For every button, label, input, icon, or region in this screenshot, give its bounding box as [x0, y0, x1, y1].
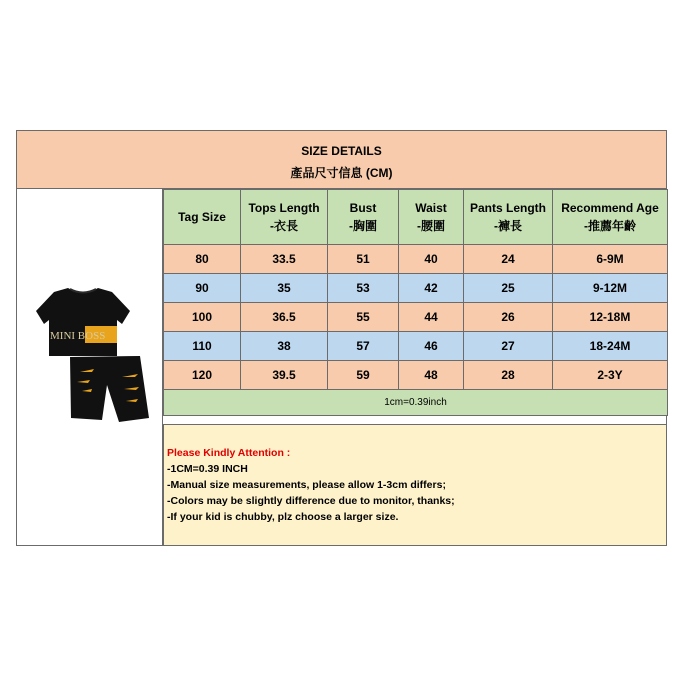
header-tag-size: Tag Size — [164, 190, 241, 245]
size-chart-title: SIZE DETAILS — [301, 144, 382, 158]
table-cell: 28 — [464, 361, 553, 390]
header-waist: Waist -腰圍 — [399, 190, 464, 245]
table-cell: 33.5 — [241, 245, 328, 274]
attention-line: -Colors may be slightly difference due to monitor, thanks; — [167, 495, 455, 507]
product-image — [16, 189, 163, 546]
size-chart-header — [16, 130, 667, 189]
table-cell: 110 — [164, 332, 241, 361]
table-cell: 55 — [328, 303, 399, 332]
attention-line: -Manual size measurements, please allow 1-3cm differs; — [167, 479, 446, 491]
shorts-illustration — [70, 356, 149, 422]
table-cell: 25 — [464, 274, 553, 303]
table-cell: 35 — [241, 274, 328, 303]
table-cell: 44 — [399, 303, 464, 332]
table-cell: 6-9M — [553, 245, 668, 274]
size-chart-subtitle: 產品尺寸信息 (CM) — [290, 166, 393, 180]
table-cell: 90 — [164, 274, 241, 303]
header-tops-length: Tops Length -衣長 — [241, 190, 328, 245]
table-cell: 80 — [164, 245, 241, 274]
table-cell: 2-3Y — [553, 361, 668, 390]
header-pants-length: Pants Length -褲長 — [464, 190, 553, 245]
table-cell: 24 — [464, 245, 553, 274]
table-cell: 51 — [328, 245, 399, 274]
table-cell: 12-18M — [553, 303, 668, 332]
table-header-row — [164, 190, 668, 245]
table-cell: 57 — [328, 332, 399, 361]
table-cell: 42 — [399, 274, 464, 303]
table-row — [164, 303, 668, 332]
table-cell: 27 — [464, 332, 553, 361]
product-image-area — [16, 189, 163, 546]
table-cell: 26 — [464, 303, 553, 332]
table-row — [164, 274, 668, 303]
table-cell: 120 — [164, 361, 241, 390]
table-row — [164, 332, 668, 361]
table-cell: 38 — [241, 332, 328, 361]
table-cell: 59 — [328, 361, 399, 390]
table-cell: 39.5 — [241, 361, 328, 390]
table-cell: 36.5 — [241, 303, 328, 332]
attention-line: -If your kid is chubby, plz choose a larger size. — [167, 511, 399, 523]
table-cell: 100 — [164, 303, 241, 332]
attention-title: Please Kindly Attention : — [167, 447, 291, 459]
table-cell: 18-24M — [553, 332, 668, 361]
header-bust: Bust -胸圍 — [328, 190, 399, 245]
table-cell: 9-12M — [553, 274, 668, 303]
table-cell: 53 — [328, 274, 399, 303]
shirt-print-text: MINI BOSS — [50, 330, 106, 342]
attention-line: -1CM=0.39 INCH — [167, 463, 248, 475]
conversion-note: 1cm=0.39inch — [164, 390, 668, 416]
header-recommend-age: Recommend Age -推薦年齡 — [553, 190, 668, 245]
tshirt-illustration — [36, 288, 130, 356]
table-cell: 40 — [399, 245, 464, 274]
size-table — [163, 189, 668, 416]
table-row — [164, 361, 668, 390]
table-cell: 48 — [399, 361, 464, 390]
attention-box — [163, 424, 667, 546]
table-cell: 46 — [399, 332, 464, 361]
table-row — [164, 245, 668, 274]
conversion-note-row — [164, 390, 668, 416]
